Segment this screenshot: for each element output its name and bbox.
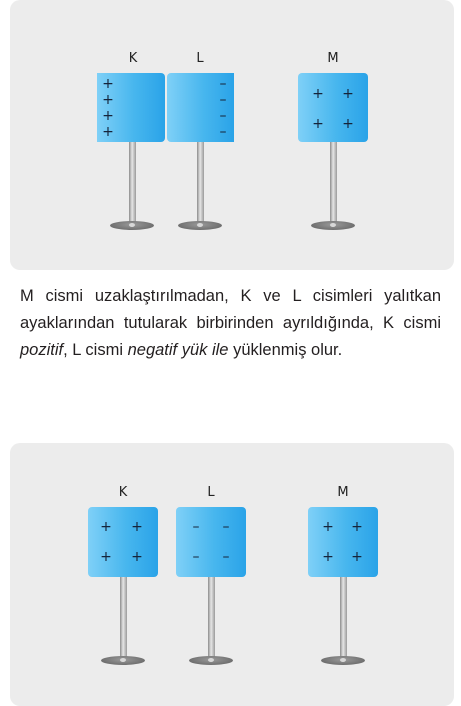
caption-emphasis-positive: pozitif [20,341,64,359]
bottom-m-charge: + [351,549,363,565]
bottom-m-charge: + [322,549,334,565]
top-k-charge: + [102,108,114,124]
top-m-charge: + [312,86,324,102]
top-l-charge: – [219,124,227,140]
top-label-k: K [128,51,138,66]
top-m-stand [330,141,337,223]
top-l-charge: – [219,108,227,124]
top-m-charge: + [342,86,354,102]
top-k-charge: + [102,124,114,140]
caption-text: , L cismi [63,341,128,359]
top-m-plate [298,73,368,142]
bottom-l-charge: – [192,549,200,565]
top-m-charge: + [312,116,324,132]
top-k-plate [97,73,165,142]
bottom-k-charge: + [100,549,112,565]
bottom-k-charge: + [100,519,112,535]
bottom-l-charge: – [222,519,230,535]
top-l-charge: – [219,92,227,108]
bottom-l-base [189,656,233,665]
top-k-charge: + [102,76,114,92]
caption-text: M cismi uzaklaştırılmadan, K ve L cisimleri yalıtkan ayaklarından tutularak birbirinden ayrıldığında, K cismi [20,287,441,332]
top-l-charge: – [219,76,227,92]
top-label-l: L [196,51,204,66]
bottom-m-plate [308,507,378,577]
caption-emphasis-negative: negatif yük ile [127,341,229,359]
top-l-plate [167,73,234,142]
bottom-l-charge: – [222,549,230,565]
top-l-base [178,221,222,230]
bottom-k-charge: + [131,549,143,565]
explanation-text [20,283,441,364]
bottom-label-l: L [207,485,215,500]
bottom-m-stand [340,575,347,661]
top-m-charge: + [342,116,354,132]
top-k-base [110,221,154,230]
bottom-m-charge: + [322,519,334,535]
bottom-k-charge: + [131,519,143,535]
bottom-m-charge: + [351,519,363,535]
top-m-base [311,221,355,230]
bottom-m-base [321,656,365,665]
top-k-stand [129,141,136,223]
bottom-l-plate [176,507,246,577]
bottom-k-base [101,656,145,665]
top-label-m: M [327,51,339,66]
bottom-l-charge: – [192,519,200,535]
bottom-label-m: M [337,485,349,500]
bottom-label-k: K [118,485,128,500]
top-l-stand [197,141,204,223]
caption-text: yüklenmiş olur. [228,341,343,359]
bottom-k-plate [88,507,158,577]
bottom-l-stand [208,575,215,661]
bottom-k-stand [120,575,127,661]
top-k-charge: + [102,92,114,108]
